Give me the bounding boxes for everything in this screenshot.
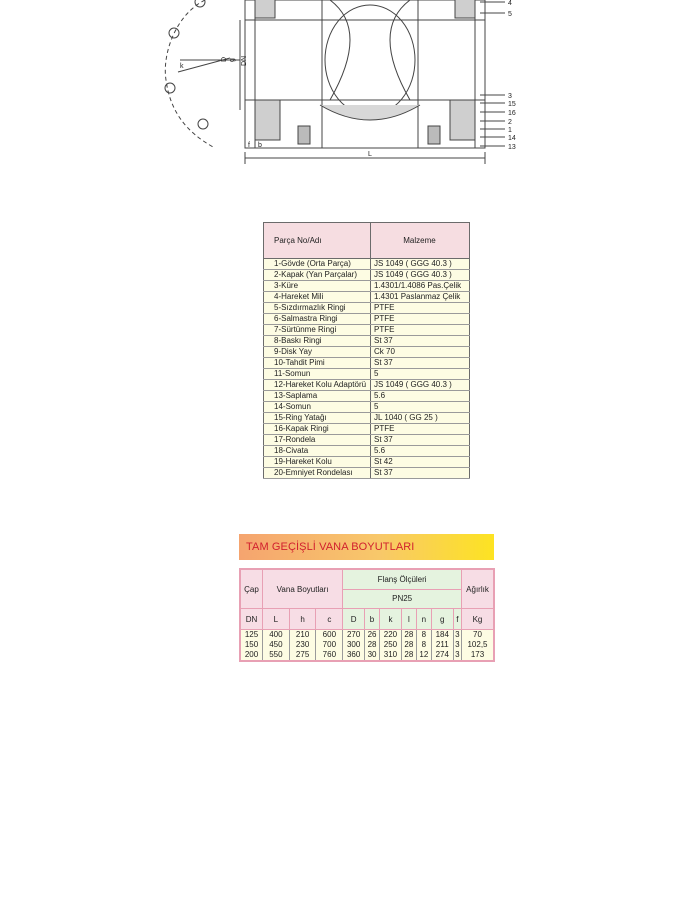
part-name: 9-Disk Yay	[264, 347, 371, 358]
table-row	[264, 457, 470, 468]
part-material: 5.6	[371, 446, 470, 457]
table-row	[264, 468, 470, 479]
parts-table	[263, 222, 470, 479]
part-label: 4	[508, 0, 512, 7]
table-cell: 28	[401, 650, 416, 661]
table-cell: 12	[416, 650, 431, 661]
part-material: St 37	[371, 468, 470, 479]
dimensions-table	[239, 568, 495, 662]
part-name: 3-Küre	[264, 281, 371, 292]
table-cell: 275	[289, 650, 316, 661]
table-cell: 26	[365, 630, 380, 641]
part-name: 1-Gövde (Orta Parça)	[264, 259, 371, 270]
dim-label-b: b	[258, 142, 262, 149]
header-pn: PN25	[343, 589, 462, 609]
table-cell: 250	[380, 640, 402, 650]
table-row	[264, 303, 470, 314]
dim-label-DN: DN	[241, 55, 248, 66]
table-row	[264, 347, 470, 358]
table-cell: 211	[431, 640, 453, 650]
part-material: St 37	[371, 336, 470, 347]
part-material: JS 1049 ( GGG 40.3 )	[371, 270, 470, 281]
part-material: St 37	[371, 435, 470, 446]
part-label: 13	[508, 144, 516, 151]
table-cell: 220	[380, 630, 402, 641]
dim-label-g: g	[229, 58, 236, 62]
table-cell: 102,5	[462, 640, 495, 650]
part-material: JS 1049 ( GGG 40.3 )	[371, 259, 470, 270]
part-material: St 42	[371, 457, 470, 468]
part-material: PTFE	[371, 424, 470, 435]
table-cell: 28	[401, 630, 416, 641]
dim-label-f: f	[248, 142, 250, 149]
table-cell: 270	[343, 630, 365, 641]
part-name: 13-Saplama	[264, 391, 371, 402]
part-material: 5	[371, 369, 470, 380]
table-cell: 760	[316, 650, 343, 661]
table-cell: 28	[401, 640, 416, 650]
table-row	[264, 259, 470, 270]
table-row	[264, 413, 470, 424]
part-label: 15	[508, 101, 516, 108]
unit-header: l	[401, 609, 416, 630]
part-name: 20-Emniyet Rondelası	[264, 468, 371, 479]
table-row	[240, 640, 494, 650]
dim-label-L: L	[368, 151, 372, 158]
table-cell: 8	[416, 640, 431, 650]
part-material: JL 1040 ( GG 25 )	[371, 413, 470, 424]
table-row	[264, 336, 470, 347]
unit-header: k	[380, 609, 402, 630]
part-material: St 37	[371, 358, 470, 369]
table-cell: 200	[240, 650, 263, 661]
part-name: 2-Kapak (Yan Parçalar)	[264, 270, 371, 281]
unit-header: g	[431, 609, 453, 630]
bolt-hole	[165, 83, 175, 93]
table-cell: 30	[365, 650, 380, 661]
bolt-hole	[198, 119, 208, 129]
valve-drawing	[0, 0, 693, 200]
part-name: 17-Rondela	[264, 435, 371, 446]
table-row	[264, 380, 470, 391]
table-row	[264, 325, 470, 336]
header-vana: Vana Boyutları	[263, 569, 343, 609]
part-material: 1.4301 Paslanmaz Çelik	[371, 292, 470, 303]
table-row	[240, 630, 494, 641]
part-label: 5	[508, 11, 512, 18]
unit-header: DN	[240, 609, 263, 630]
header-flans: Flanş Ölçüleri	[343, 569, 462, 589]
table-row	[264, 424, 470, 435]
part-label: 14	[508, 135, 516, 142]
table-cell: 184	[431, 630, 453, 641]
table-cell: 450	[263, 640, 290, 650]
header-cap: Çap	[240, 569, 263, 609]
part-name: 14-Somun	[264, 402, 371, 413]
table-cell: 3	[455, 640, 460, 649]
part-name: 10-Tahdit Pimi	[264, 358, 371, 369]
part-name: 7-Sürtünme Ringi	[264, 325, 371, 336]
table-cell: 210	[289, 630, 316, 641]
unit-header: b	[365, 609, 380, 630]
unit-header: n	[416, 609, 431, 630]
table-row	[264, 314, 470, 325]
table-row	[264, 446, 470, 457]
part-name: 6-Salmastra Ringi	[264, 314, 371, 325]
table-cell: 550	[263, 650, 290, 661]
table-cell: 150	[240, 640, 263, 650]
table-cell: 125	[240, 630, 263, 641]
table-cell: 70	[462, 630, 495, 641]
part-name: 5-Sızdırmazlık Ringi	[264, 303, 371, 314]
header-material: Malzeme	[371, 223, 470, 259]
table-row	[264, 358, 470, 369]
part-material: PTFE	[371, 325, 470, 336]
table-cell: 3	[455, 650, 460, 659]
unit-header: f	[453, 609, 461, 630]
ball	[330, 0, 410, 100]
table-row	[264, 369, 470, 380]
table-cell: 230	[289, 640, 316, 650]
table-cell: 274	[431, 650, 453, 661]
table-cell: 8	[416, 630, 431, 641]
part-label: 1	[508, 127, 512, 134]
table-row	[264, 292, 470, 303]
table-cell: 3	[455, 630, 460, 639]
part-name: 4-Hareket Mili	[264, 292, 371, 303]
part-name: 11-Somun	[264, 369, 371, 380]
unit-header: h	[289, 609, 316, 630]
table-cell: 300	[343, 640, 365, 650]
part-name: 15-Ring Yatağı	[264, 413, 371, 424]
part-material: 5.6	[371, 391, 470, 402]
table-cell: 400	[263, 630, 290, 641]
part-name: 18-Civata	[264, 446, 371, 457]
table-cell: 600	[316, 630, 343, 641]
part-material: JS 1049 ( GGG 40.3 )	[371, 380, 470, 391]
part-label: 16	[508, 110, 516, 117]
dim-label-k: k	[180, 63, 184, 70]
part-material: PTFE	[371, 314, 470, 325]
table-cell: 173	[462, 650, 495, 661]
part-material: 5	[371, 402, 470, 413]
table-row	[264, 435, 470, 446]
table-row	[264, 270, 470, 281]
part-label: 3	[508, 93, 512, 100]
part-material: PTFE	[371, 303, 470, 314]
unit-header: D	[343, 609, 365, 630]
part-material: 1.4301/1.4086 Pas.Çelik	[371, 281, 470, 292]
part-material: Ck 70	[371, 347, 470, 358]
dim-label-D: D	[221, 56, 228, 62]
table-row	[240, 650, 494, 661]
part-label: 2	[508, 119, 512, 126]
unit-header: c	[316, 609, 343, 630]
header-part-name: Parça No/Adı	[264, 223, 371, 259]
table-cell: 310	[380, 650, 402, 661]
part-name: 8-Baskı Ringi	[264, 336, 371, 347]
dimensions-title: TAM GEÇİŞLİ VANA BOYUTLARI	[239, 534, 494, 560]
table-row	[264, 402, 470, 413]
table-cell: 360	[343, 650, 365, 661]
part-name: 16-Kapak Ringi	[264, 424, 371, 435]
part-name: 12-Hareket Kolu Adaptörü	[264, 380, 371, 391]
part-name: 19-Hareket Kolu	[264, 457, 371, 468]
table-row	[264, 281, 470, 292]
unit-header: Kg	[462, 609, 495, 630]
table-cell: 28	[365, 640, 380, 650]
header-agirlik: Ağırlık	[462, 569, 495, 609]
table-cell: 700	[316, 640, 343, 650]
unit-header: L	[263, 609, 290, 630]
table-row	[264, 391, 470, 402]
valve-body	[245, 0, 485, 148]
